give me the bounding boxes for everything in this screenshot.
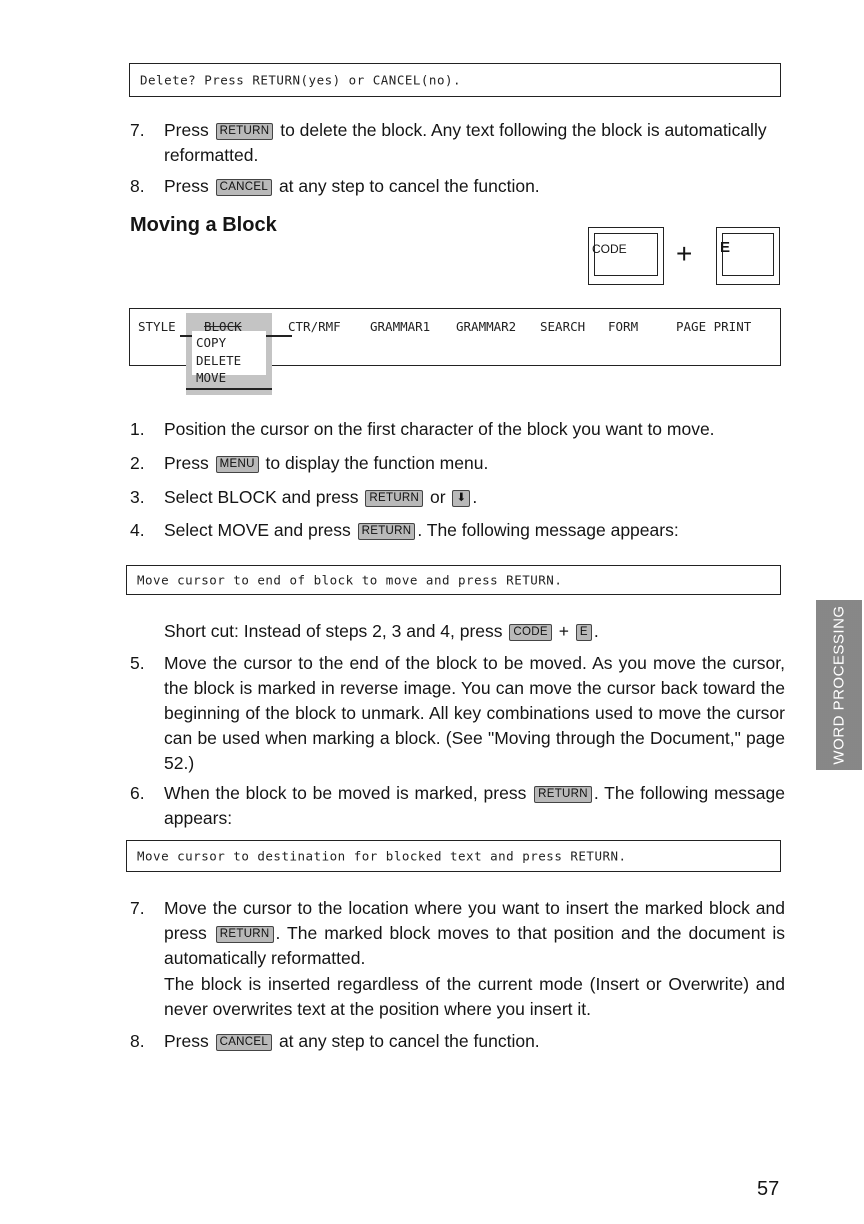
submenu-item-copy[interactable]: COPY [196, 335, 227, 350]
section-title: Moving a Block [130, 214, 277, 236]
menu-item-grammar1[interactable]: GRAMMAR1 [370, 319, 431, 334]
delete-step-7: 7. Press RETURN to delete the block. Any text following the block is automatically reformatted. [130, 120, 767, 165]
menu-item-page-print[interactable]: PAGE PRINT [676, 319, 752, 334]
menu-item-block[interactable]: BLOCK [204, 319, 242, 334]
code-keycap-icon: CODE [588, 227, 664, 285]
return-key: RETURN [534, 786, 592, 803]
function-menu-screen [129, 308, 781, 385]
menu-item-search[interactable]: SEARCH [540, 319, 586, 334]
cancel-key: CANCEL [216, 179, 272, 196]
return-key: RETURN [365, 490, 423, 507]
page-number: 57 [757, 1178, 780, 1200]
move-prompt-1-text: Move cursor to end of block to move and press RETURN. [137, 572, 563, 588]
code-key: CODE [509, 624, 551, 641]
return-key: RETURN [216, 926, 274, 943]
submenu-item-delete[interactable]: DELETE [196, 353, 242, 368]
submenu-item-move[interactable]: MOVE [196, 370, 227, 385]
delete-prompt-screen [129, 63, 781, 97]
delete-prompt-text: Delete? Press RETURN(yes) or CANCEL(no). [140, 72, 462, 88]
plus-sign: + [676, 238, 693, 269]
menu-item-form[interactable]: FORM [608, 319, 639, 334]
move-prompt-screen-2 [126, 840, 781, 872]
menu-item-ctr-rmf[interactable]: CTR/RMF [288, 319, 341, 334]
move-prompt-screen-1 [126, 565, 781, 595]
move-step-6: 6. When the block to be moved is marked, press RETURN . The following message appears: [130, 783, 785, 828]
menu-key: MENU [216, 456, 259, 473]
side-tab-label: WORD PROCESSING [830, 605, 848, 765]
chapter-side-tab [816, 600, 862, 770]
move-step-5: 5. Move the cursor to the end of the block to be moved. As you move the cursor, the block is marked in reverse image. You can move the cursor back toward the beginning of the block to unmark. All key combinations used to move the cursor can be used when marking a block. (See "Moving through the Document," page 52.) [130, 653, 785, 773]
shortcut-note: Short cut: Instead of steps 2, 3 and 4, press CODE + E . [164, 621, 599, 641]
down-arrow-key-icon: ⬇ [452, 490, 470, 507]
insert-note: The block is inserted regardless of the current mode (Insert or Overwrite) and never overwrites text at the position where you insert it. [164, 974, 785, 1019]
menu-item-style[interactable]: STYLE [138, 319, 176, 334]
return-key: RETURN [358, 523, 416, 540]
move-step-7: 7. Move the cursor to the location where you want to insert the marked block and press RETURN . The marked block moves to that position and the document is automatically reformatted. [130, 898, 785, 968]
cancel-key: CANCEL [216, 1034, 272, 1051]
return-key: RETURN [216, 123, 274, 140]
menu-item-grammar2[interactable]: GRAMMAR2 [456, 319, 517, 334]
move-prompt-2-text: Move cursor to destination for blocked text and press RETURN. [137, 848, 627, 864]
e-key: E [576, 624, 592, 641]
e-keycap-icon: E [716, 227, 780, 285]
